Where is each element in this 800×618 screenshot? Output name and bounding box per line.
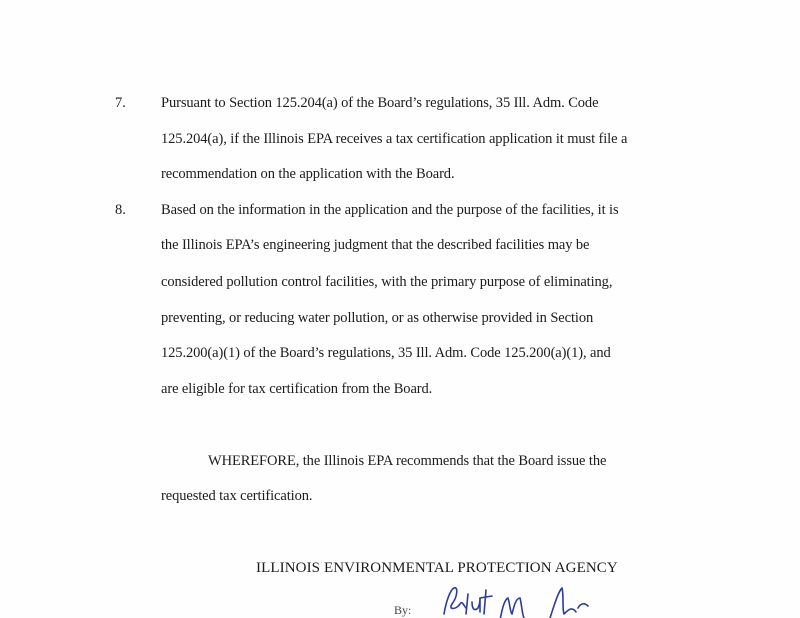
wherefore-line: WHEREFORE, the Illinois EPA recommends that the Board issue the: [208, 453, 607, 469]
paragraph-line: the Illinois EPA’s engineering judgment that the described facilities may be: [161, 237, 590, 253]
paragraph-line: considered pollution control facilities, with the primary purpose of eliminating,: [161, 274, 613, 290]
paragraph-line: recommendation on the application with the Board.: [161, 166, 455, 182]
paragraph-line: Based on the information in the application and the purpose of the facilities, it is: [161, 202, 619, 218]
paragraph-line: 125.204(a), if the Illinois EPA receives a tax certification application it must file a: [161, 131, 628, 147]
paragraph-line: are eligible for tax certification from the Board.: [161, 381, 433, 397]
agency-name: ILLINOIS ENVIRONMENTAL PROTECTION AGENCY: [256, 560, 618, 576]
wherefore-line: requested tax certification.: [161, 488, 313, 504]
handwritten-signature: [438, 584, 608, 618]
paragraph-line: 125.200(a)(1) of the Board’s regulations, 35 Ill. Adm. Code 125.200(a)(1), and: [161, 345, 611, 361]
paragraph-line: Pursuant to Section 125.204(a) of the Board’s regulations, 35 Ill. Adm. Code: [161, 95, 599, 111]
paragraph-line: preventing, or reducing water pollution, or as otherwise provided in Section: [161, 310, 594, 326]
paragraph-number: 8.: [115, 202, 126, 218]
paragraph-number: 7.: [115, 95, 126, 111]
by-label: By:: [394, 603, 412, 617]
